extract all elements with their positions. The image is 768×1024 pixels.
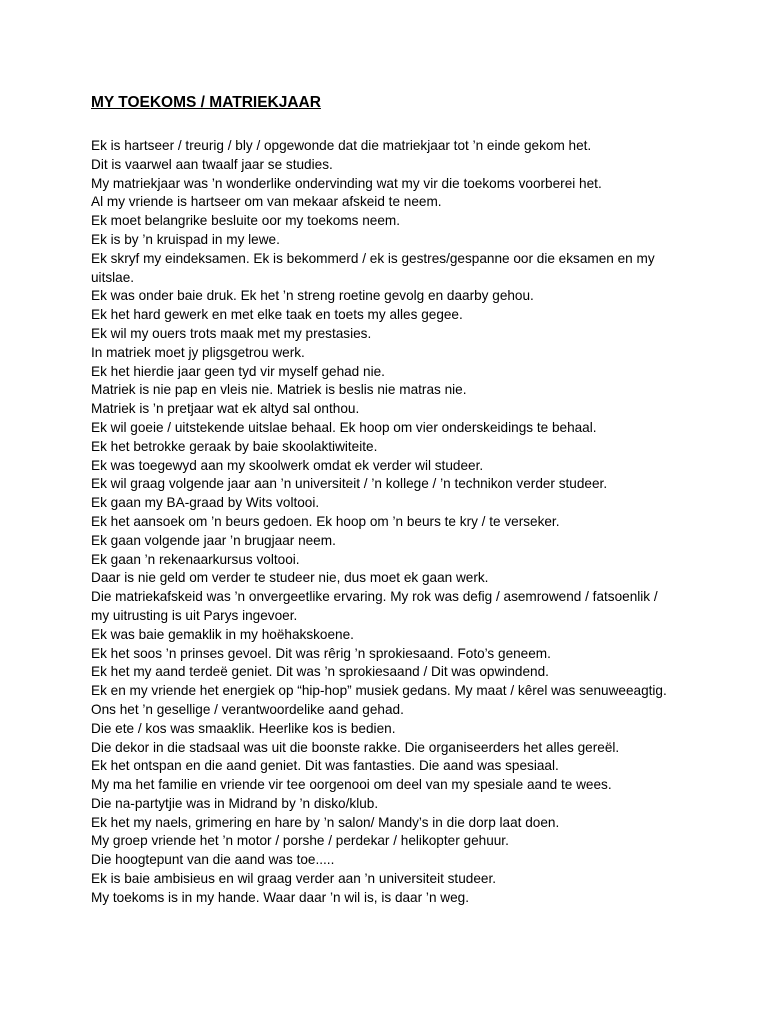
page-title: MY TOEKOMS / MATRIEKJAAR xyxy=(91,94,321,111)
text-line: Die na-partytjie was in Midrand by ’n disko/klub. xyxy=(91,795,379,811)
text-line: Ek was onder baie druk. Ek het ’n streng roetine gevolg en daarby gehou. xyxy=(91,288,534,304)
text-line: Ek wil goeie / uitstekende uitslae behaal. Ek hoop om vier onderskeidings te behaal. xyxy=(91,419,597,435)
text-line: Al my vriende is hartseer om van mekaar afskeid te neem. xyxy=(91,194,442,210)
text-line: Ek het soos ’n prinses gevoel. Dit was rêrig ’n sprokiesaand. Foto’s geneem. xyxy=(91,645,551,661)
text-line: Ons het ’n gesellige / verantwoordelike aand gehad. xyxy=(91,701,404,717)
text-line: Ek is hartseer / treurig / bly / opgewonde dat die matriekjaar tot ’n einde gekom het. xyxy=(91,138,592,153)
text-line: Die hoogtepunt van die aand was toe..... xyxy=(91,852,335,868)
text-line: My matriekjaar was ’n wonderlike ondervinding wat my vir die toekoms voorberei het. xyxy=(91,175,602,191)
text-line: Ek het hierdie jaar geen tyd vir myself gehad nie. xyxy=(91,363,385,379)
text-line: My groep vriende het ’n motor / porshe / perdekar / helikopter gehuur. xyxy=(91,833,509,849)
text-line: My toekoms is in my hande. Waar daar ’n wil is, is daar ’n weg. xyxy=(91,889,469,905)
text-line: Ek het betrokke geraak by baie skoolaktiwiteite. xyxy=(91,438,378,454)
text-line: Dit is vaarwel aan twaalf jaar se studies. xyxy=(91,156,333,172)
text-line: Ek het my aand terdeë geniet. Dit was ’n sprokiesaand / Dit was opwindend. xyxy=(91,664,549,680)
text-line: Die matriekafskeid was ’n onvergeetlike ervaring. My rok was defig / asemrowend / fatsoenlik / xyxy=(91,589,658,605)
text-line: My ma het familie en vriende vir tee oorgenooi om deel van my spesiale aand te wees. xyxy=(91,777,612,793)
text-line: Ek is baie ambisieus en wil graag verder aan ’n universiteit studeer. xyxy=(91,871,497,887)
text-line: Ek skryf my eindeksamen. Ek is bekommerd / ek is gestres/gespanne oor die eksamen en my xyxy=(91,250,655,266)
text-line: Matriek is ’n pretjaar wat ek altyd sal onthou. xyxy=(91,401,360,417)
text-line: Ek gaan ’n rekenaarkursus voltooi. xyxy=(91,551,300,567)
text-line: Ek wil my ouers trots maak met my prestasies. xyxy=(91,325,372,341)
text-line: Ek moet belangrike besluite oor my toekoms neem. xyxy=(91,213,401,229)
text-line: Ek is by ’n kruispad in my lewe. xyxy=(91,231,280,247)
text-line: In matriek moet jy pligsgetrou werk. xyxy=(91,344,305,360)
text-line: Daar is nie geld om verder te studeer nie, dus moet ek gaan werk. xyxy=(91,570,489,586)
text-line: Ek het hard gewerk en met elke taak en toets my alles gegee. xyxy=(91,307,463,323)
text-line: Ek gaan volgende jaar ’n brugjaar neem. xyxy=(91,532,336,548)
text-line: Ek wil graag volgende jaar aan ’n universiteit / ’n kollege / ’n technikon verder studeer. xyxy=(91,476,608,492)
text-line: Ek het aansoek om ’n beurs gedoen. Ek hoop om ’n beurs te kry / te verseker. xyxy=(91,513,560,529)
text-line: Ek en my vriende het energiek op “hip-hop” musiek gedans. My maat / kêrel was senuweeagtig. xyxy=(91,683,667,699)
text-line: uitslae. xyxy=(91,269,135,285)
text-line: Die ete / kos was smaaklik. Heerlike kos is bedien. xyxy=(91,720,396,736)
text-line: Ek het my naels, grimering en hare by ’n salon/ Mandy’s in die dorp laat doen. xyxy=(91,814,560,830)
text-line: Die dekor in die stadsaal was uit die boonste rakke. Die organiseerders het alles gereël. xyxy=(91,739,620,755)
document-body xyxy=(91,137,691,908)
text-line: Ek het ontspan en die aand geniet. Dit was fantasties. Die aand was spesiaal. xyxy=(91,758,559,774)
text-line: my uitrusting is uit Parys ingevoer. xyxy=(91,607,298,623)
text-line: Ek was baie gemaklik in my hoëhakskoene. xyxy=(91,626,354,642)
text-line: Matriek is nie pap en vleis nie. Matriek is beslis nie matras nie. xyxy=(91,382,467,398)
text-line: Ek gaan my BA-graad by Wits voltooi. xyxy=(91,495,320,511)
text-line: Ek was toegewyd aan my skoolwerk omdat ek verder wil studeer. xyxy=(91,457,484,473)
